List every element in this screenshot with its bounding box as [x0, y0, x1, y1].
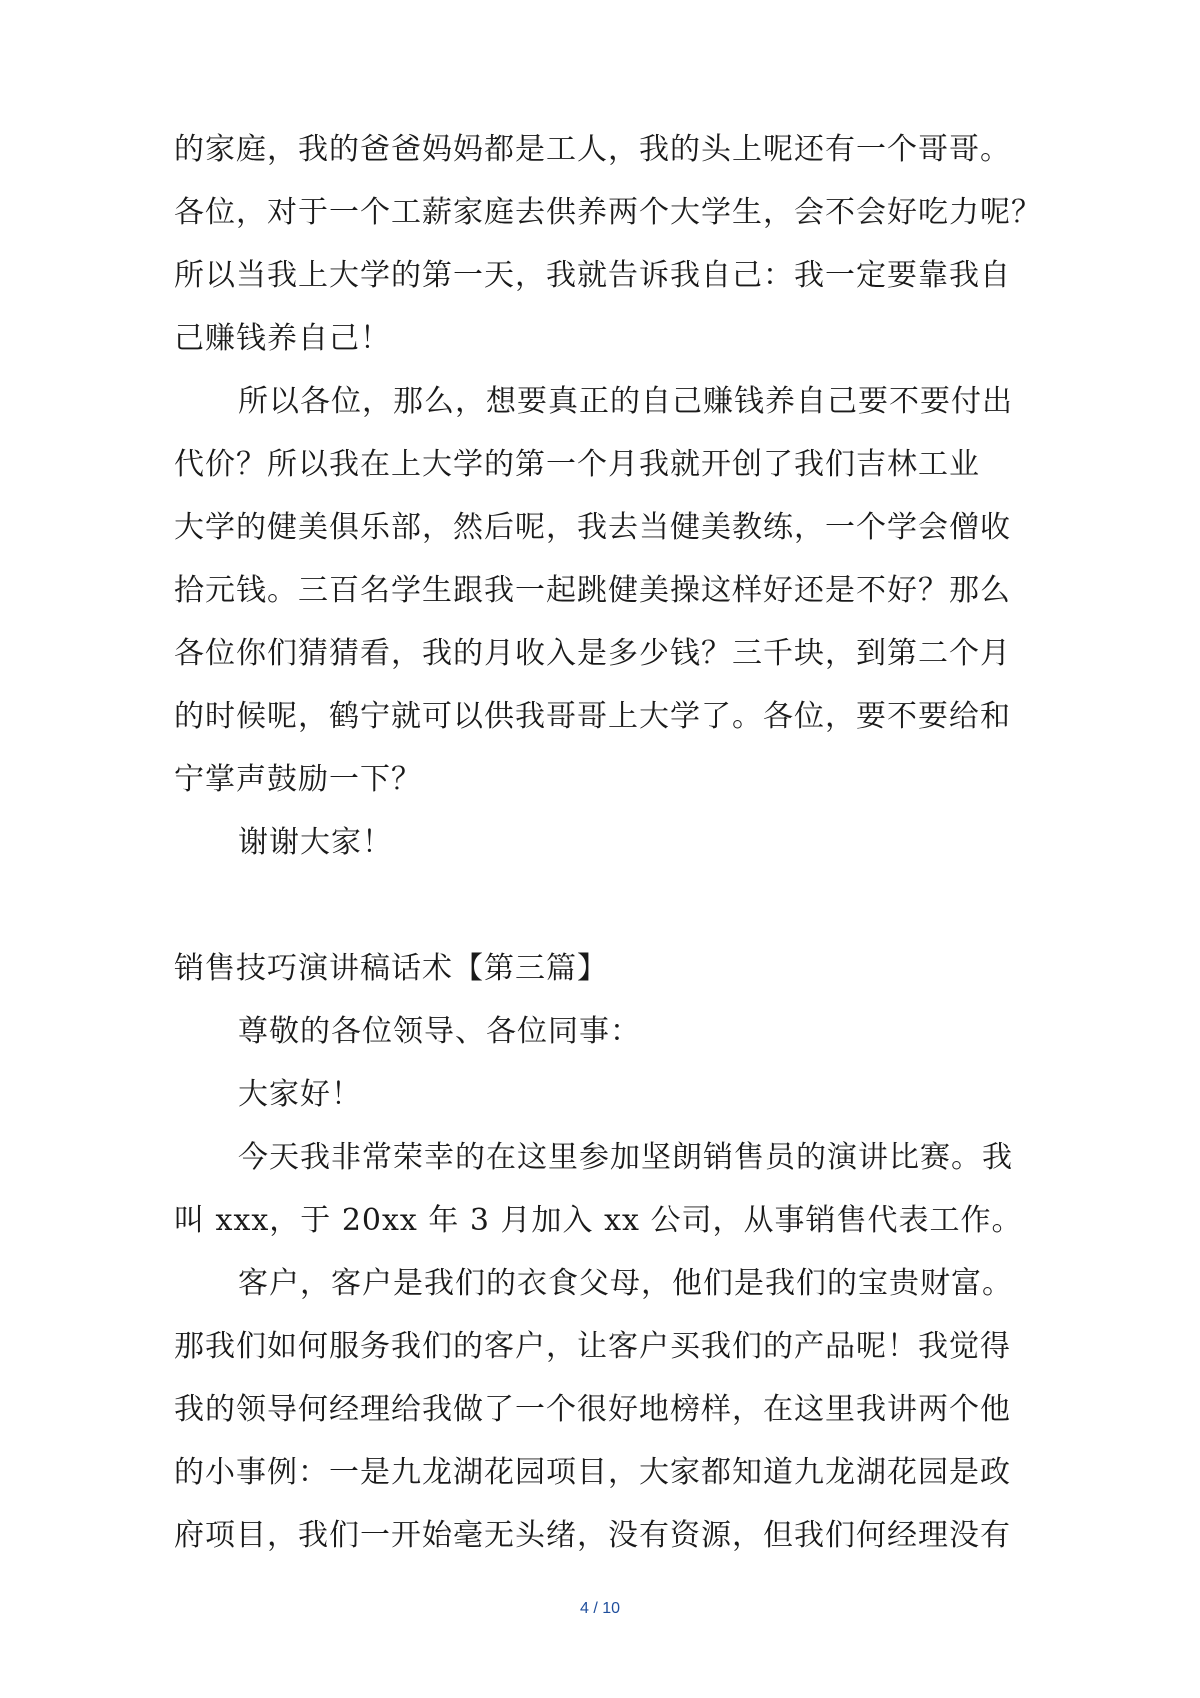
text-line: 各位，对于一个工薪家庭去供养两个大学生，会不会好吃力呢？ — [174, 195, 1042, 230]
text-line: 的时候呢，鹤宁就可以供我哥哥上大学了。各位，要不要给和 — [174, 699, 1011, 734]
paragraph — [174, 1126, 1044, 1252]
text-line: 的小事例：一是九龙湖花园项目，大家都知道九龙湖花园是政 — [174, 1455, 1011, 1490]
hello-line: 大家好！ — [238, 1077, 362, 1112]
text-line: 所以各位，那么，想要真正的自己赚钱养自己要不要付出 — [238, 384, 1013, 419]
text-line: 各位你们猜猜看，我的月收入是多少钱？三千块，到第二个月 — [174, 636, 1011, 671]
text-line: 我的领导何经理给我做了一个很好地榜样，在这里我讲两个他 — [174, 1392, 1011, 1427]
paragraph — [174, 811, 1044, 874]
document-body — [174, 118, 1044, 1567]
paragraph — [174, 1252, 1044, 1567]
greeting: 尊敬的各位领导、各位同事： — [238, 1014, 641, 1049]
text-line: 拾元钱。三百名学生跟我一起跳健美操这样好还是不好？那么 — [174, 573, 1011, 608]
text-line: 宁掌声鼓励一下？ — [174, 762, 422, 797]
paragraph — [174, 118, 1044, 370]
paragraph-spacer — [174, 874, 1044, 937]
paragraph — [174, 370, 1044, 811]
text-line: 的家庭，我的爸爸妈妈都是工人，我的头上呢还有一个哥哥。 — [174, 132, 1011, 167]
page-number: 4 / 10 — [579, 1600, 621, 1617]
text-line: 叫 xxx，于 20xx 年 3 月加入 xx 公司，从事销售代表工作。 — [174, 1203, 1023, 1238]
text-line: 所以当我上大学的第一天，我就告诉我自己：我一定要靠我自 — [174, 258, 1011, 293]
text-line: 府项目，我们一开始毫无头绪，没有资源，但我们何经理没有 — [174, 1518, 1011, 1553]
text-line: 代价？所以我在上大学的第一个月我就开创了我们吉林工业 — [174, 447, 980, 482]
text-line: 今天我非常荣幸的在这里参加坚朗销售员的演讲比赛。我 — [238, 1140, 1013, 1175]
text-line: 己赚钱养自己！ — [174, 321, 391, 356]
section-title: 销售技巧演讲稿话术【第三篇】 — [174, 951, 608, 986]
text-line: 那我们如何服务我们的客户，让客户买我们的产品呢！我觉得 — [174, 1329, 1011, 1364]
text-line: 客户，客户是我们的衣食父母，他们是我们的宝贵财富。 — [238, 1266, 1013, 1301]
text-line: 大学的健美俱乐部，然后呢，我去当健美教练，一个学会僧收 — [174, 510, 1011, 545]
text-line: 谢谢大家！ — [238, 825, 393, 860]
